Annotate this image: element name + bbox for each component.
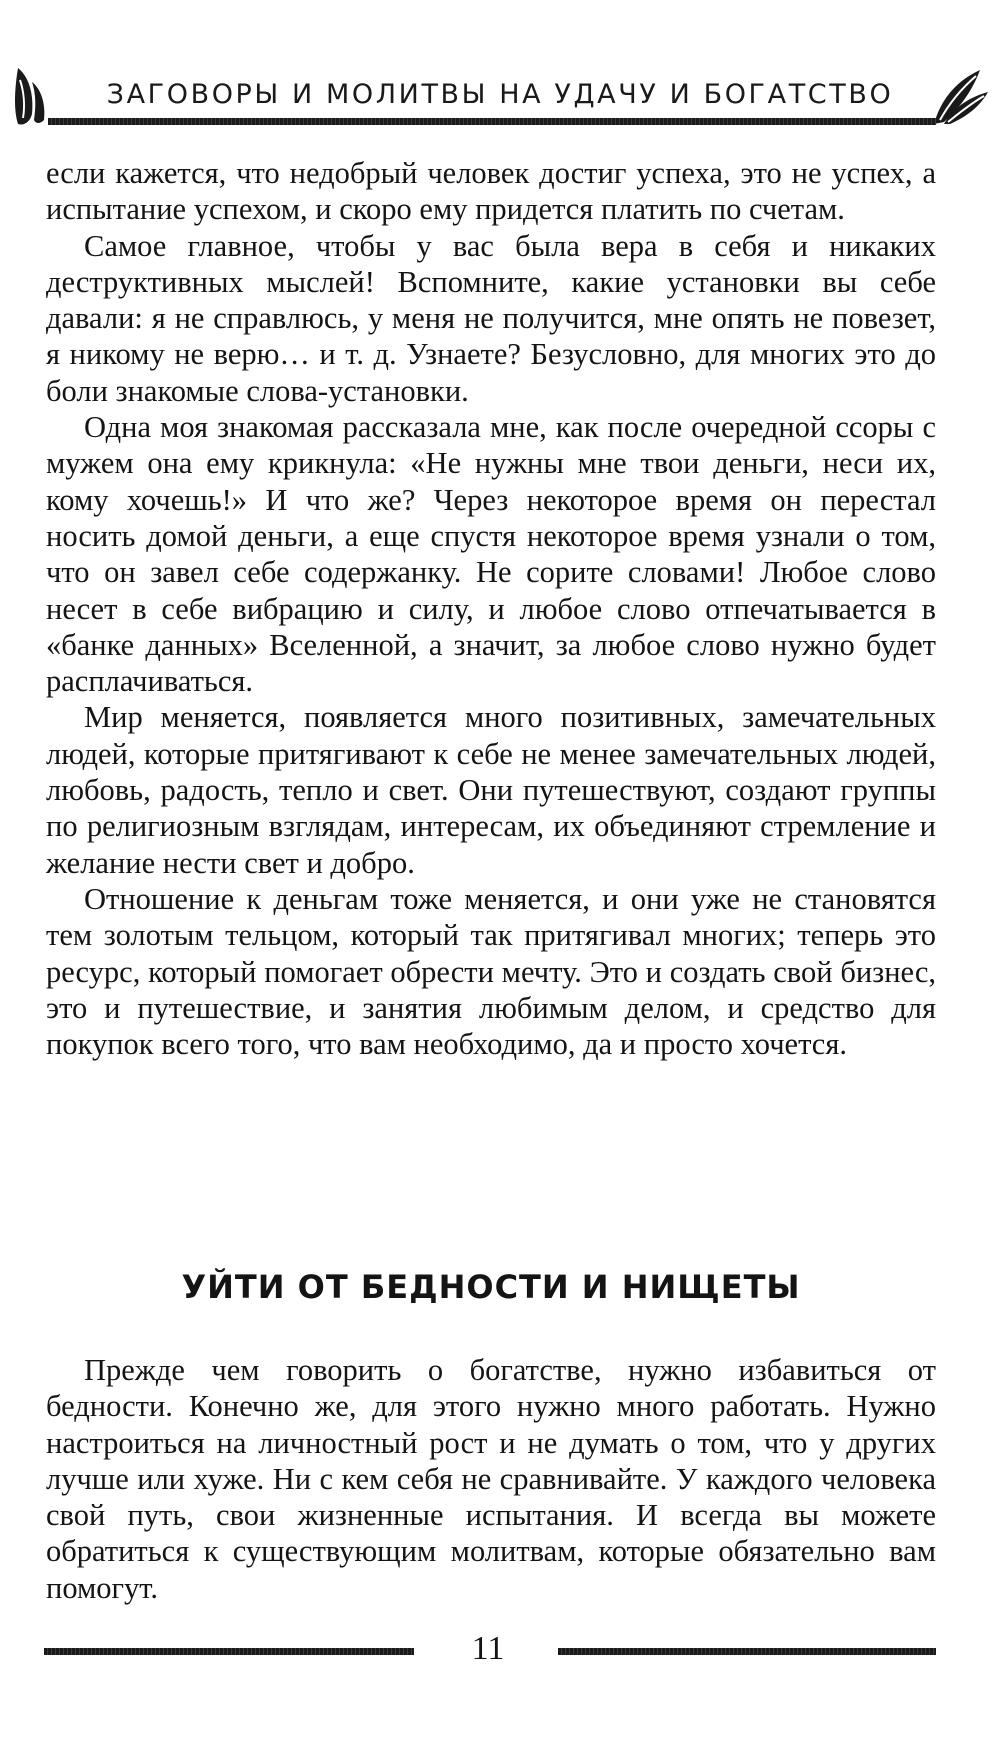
leaf-ornament-icon <box>930 62 990 128</box>
header-title: ЗАГОВОРЫ И МОЛИТВЫ НА УДАЧУ И БОГАТСТВО <box>106 79 894 110</box>
paragraph: Отношение к деньгам тоже меняется, и они уже не становятся тем золотым тельцом, который так притягивал многих; теперь это ресурс, который помогает обрести мечту. Это и создать свой бизнес, это и путешествие, и занятия любимым делом, и средство для покупок всего того, что вам необходимо, да и просто хочется. <box>46 881 936 1062</box>
header-rule <box>48 118 936 125</box>
leaf-ornament-icon <box>10 62 52 128</box>
paragraph: Одна моя знакомая рассказала мне, как после очередной ссоры с мужем она ему крикнула: «Не нужны мне твои деньги, неси их, кому хочешь!» И что же? Через некоторое время он перестал носить домой деньги, а еще спустя некоторое время узнали о том, что он завел себе содержанку. Не сорите словами! Любое слово несет в себе вибрацию и силу, и любое слово отпечатывается в «банке данных» Вселенной, а значит, за любое слово нужно будет расплачиваться. <box>46 410 936 699</box>
section-text <box>46 1352 936 1606</box>
section-heading: УЙТИ ОТ БЕДНОСТИ И НИЩЕТЫ <box>181 1268 801 1306</box>
paragraph: Мир меняется, появляется много позитивных, замечательных людей, которые притягивают к себе не менее замечательных людей, любовь, радость, тепло и свет. Они путешествуют, создают группы по религиозным взглядам, интересам, их объединяют стремление и желание нести свет и добро. <box>46 700 936 880</box>
footer-rule-left <box>44 1648 414 1655</box>
running-header <box>0 62 1000 134</box>
paragraph: если кажется, что недобрый человек достиг успеха, это не успех, а испытание успехом, и скоро ему придется платить по счетам. <box>46 156 936 227</box>
paragraph: Самое главное, чтобы у вас была вера в себя и никаких деструктивных мыслей! Вспомните, какие установки вы себе давали: я не справлюсь, у меня не получится, мне опять не повезет, я никому не верю… и т. д. Узнаете? Безусловно, для многих это до боли знакомые слова-установки. <box>46 228 936 408</box>
body-text <box>46 155 936 1062</box>
page-number: 11 <box>471 1630 505 1667</box>
footer-rule-right <box>558 1648 936 1655</box>
paragraph: Прежде чем говорить о богатстве, нужно избавиться от бедности. Конечно же, для этого нужно много работать. Нужно настроиться на личностный рост и не думать о том, что у других лучше или хуже. Ни с кем себя не сравнивайте. У каждого человека свой путь, свои жизненные испытания. И всегда вы можете обратиться к существующим молитвам, которые обязательно вам помогут. <box>46 1353 936 1605</box>
